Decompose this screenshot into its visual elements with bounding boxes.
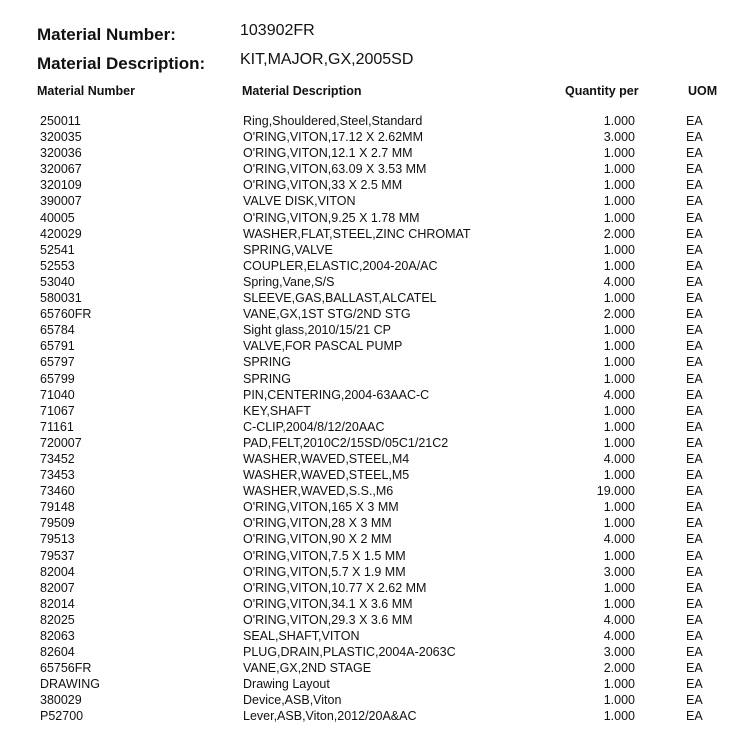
uom-cell: EA bbox=[686, 403, 703, 418]
uom-cell: EA bbox=[686, 291, 703, 306]
table-row bbox=[0, 435, 740, 451]
material-number-cell: 53040 bbox=[40, 274, 75, 289]
column-header-material-description: Material Description bbox=[242, 84, 362, 98]
uom-cell: EA bbox=[686, 629, 703, 643]
table-row bbox=[0, 676, 740, 692]
uom-cell: EA bbox=[686, 661, 703, 676]
uom-cell: EA bbox=[686, 258, 703, 273]
quantity-cell: 3.000 bbox=[603, 564, 635, 579]
material-number-cell: 82025 bbox=[40, 612, 75, 627]
material-number-cell: 79537 bbox=[40, 548, 75, 563]
material-description-cell: SPRING bbox=[243, 371, 291, 386]
material-table-body bbox=[0, 113, 740, 725]
material-number-cell: 73453 bbox=[40, 468, 75, 483]
uom-cell: EA bbox=[686, 210, 703, 225]
material-number-cell: 52541 bbox=[40, 242, 75, 257]
table-row bbox=[0, 580, 740, 596]
material-number-cell: 73452 bbox=[40, 451, 75, 466]
material-description-cell: VANE,GX,1ST STG/2ND STG bbox=[243, 307, 411, 322]
material-number-cell: 82604 bbox=[40, 645, 75, 660]
uom-cell: EA bbox=[686, 693, 703, 708]
quantity-cell: 1.000 bbox=[603, 403, 635, 418]
quantity-cell: 4.000 bbox=[603, 532, 635, 547]
table-row bbox=[0, 499, 740, 515]
uom-cell: EA bbox=[686, 242, 703, 257]
quantity-cell: 1.000 bbox=[603, 596, 635, 611]
quantity-cell: 1.000 bbox=[603, 146, 635, 161]
material-number-cell: 65791 bbox=[40, 339, 75, 354]
table-row bbox=[0, 113, 740, 129]
material-number-cell: 420029 bbox=[40, 226, 82, 241]
material-description-cell: KEY,SHAFT bbox=[243, 403, 311, 418]
quantity-cell: 1.000 bbox=[603, 178, 635, 193]
quantity-cell: 1.000 bbox=[603, 709, 635, 724]
table-row bbox=[0, 177, 740, 193]
material-description-cell: O'RING,VITON,63.09 X 3.53 MM bbox=[243, 162, 427, 177]
table-row bbox=[0, 210, 740, 226]
quantity-cell: 1.000 bbox=[603, 258, 635, 273]
material-description-cell: WASHER,WAVED,STEEL,M5 bbox=[243, 468, 410, 483]
material-number-cell: 320035 bbox=[40, 130, 82, 145]
column-header-material-number: Material Number bbox=[37, 84, 135, 98]
table-row bbox=[0, 242, 740, 258]
material-description-cell: O'RING,VITON,28 X 3 MM bbox=[243, 516, 392, 531]
table-row bbox=[0, 145, 740, 161]
uom-cell: EA bbox=[686, 194, 703, 209]
material-number-cell: 65797 bbox=[40, 355, 75, 370]
material-number-cell: 71067 bbox=[40, 403, 75, 418]
table-row bbox=[0, 161, 740, 177]
material-number-cell: 73460 bbox=[40, 484, 75, 499]
uom-cell: EA bbox=[686, 532, 703, 547]
material-description-cell: Drawing Layout bbox=[243, 677, 330, 692]
material-number-cell: 65784 bbox=[40, 323, 75, 338]
quantity-cell: 2.000 bbox=[603, 661, 635, 676]
material-number-cell: P52700 bbox=[40, 709, 84, 724]
material-description-cell: O'RING,VITON,10.77 X 2.62 MM bbox=[243, 580, 427, 595]
uom-cell: EA bbox=[686, 612, 703, 627]
material-description-cell: O'RING,VITON,29.3 X 3.6 MM bbox=[243, 612, 413, 627]
uom-cell: EA bbox=[686, 114, 703, 128]
material-number-cell: 380029 bbox=[40, 693, 82, 708]
material-description-cell: O'RING,VITON,90 X 2 MM bbox=[243, 532, 392, 547]
material-number-cell: 71161 bbox=[40, 419, 74, 434]
quantity-cell: 1.000 bbox=[603, 114, 635, 128]
table-row bbox=[0, 483, 740, 499]
material-number-cell: 82007 bbox=[40, 580, 75, 595]
table-row bbox=[0, 258, 740, 274]
material-description-cell: SPRING bbox=[243, 355, 291, 370]
material-description-cell: O'RING,VITON,9.25 X 1.78 MM bbox=[243, 210, 420, 225]
uom-cell: EA bbox=[686, 564, 703, 579]
material-description-value: KIT,MAJOR,GX,2005SD bbox=[240, 51, 414, 68]
material-description-cell: O'RING,VITON,5.7 X 1.9 MM bbox=[243, 564, 406, 579]
material-number-cell: 250011 bbox=[40, 114, 81, 128]
quantity-cell: 1.000 bbox=[603, 371, 635, 386]
quantity-cell: 1.000 bbox=[603, 291, 635, 306]
material-number-label: Material Number: bbox=[37, 25, 176, 44]
table-row bbox=[0, 322, 740, 338]
quantity-cell: 4.000 bbox=[603, 274, 635, 289]
uom-cell: EA bbox=[686, 146, 703, 161]
uom-cell: EA bbox=[686, 451, 703, 466]
uom-cell: EA bbox=[686, 355, 703, 370]
table-row bbox=[0, 628, 740, 644]
material-description-cell: O'RING,VITON,34.1 X 3.6 MM bbox=[243, 596, 413, 611]
material-description-cell: Sight glass,2010/15/21 CP bbox=[243, 323, 392, 338]
quantity-cell: 1.000 bbox=[603, 677, 635, 692]
material-description-cell: O'RING,VITON,165 X 3 MM bbox=[243, 500, 399, 515]
quantity-cell: 3.000 bbox=[603, 130, 635, 145]
material-description-cell: COUPLER,ELASTIC,2004-20A/AC bbox=[243, 258, 438, 273]
uom-cell: EA bbox=[686, 178, 703, 193]
material-description-cell: SLEEVE,GAS,BALLAST,ALCATEL bbox=[243, 291, 437, 306]
material-description-cell: C-CLIP,2004/8/12/20AAC bbox=[243, 419, 385, 434]
material-description-cell: WASHER,WAVED,S.S.,M6 bbox=[243, 484, 394, 499]
table-row bbox=[0, 660, 740, 676]
quantity-cell: 1.000 bbox=[603, 548, 635, 563]
uom-cell: EA bbox=[686, 130, 703, 145]
table-row bbox=[0, 193, 740, 209]
quantity-cell: 3.000 bbox=[603, 645, 635, 660]
material-number-cell: 390007 bbox=[40, 194, 82, 209]
uom-cell: EA bbox=[686, 339, 703, 354]
quantity-cell: 1.000 bbox=[603, 435, 635, 450]
table-row bbox=[0, 644, 740, 660]
quantity-cell: 19.000 bbox=[596, 484, 635, 499]
material-description-cell: WASHER,FLAT,STEEL,ZINC CHROMAT bbox=[243, 226, 471, 241]
material-description-cell: Spring,Vane,S/S bbox=[243, 274, 335, 289]
material-number-cell: 580031 bbox=[40, 291, 82, 306]
material-number-cell: 82063 bbox=[40, 629, 75, 643]
table-row bbox=[0, 612, 740, 628]
table-row bbox=[0, 467, 740, 483]
table-row bbox=[0, 548, 740, 564]
uom-cell: EA bbox=[686, 323, 703, 338]
material-number-cell: DRAWING bbox=[40, 677, 100, 692]
quantity-cell: 1.000 bbox=[603, 516, 635, 531]
table-row bbox=[0, 692, 740, 708]
uom-cell: EA bbox=[686, 419, 703, 434]
material-number-cell: 320067 bbox=[40, 162, 82, 177]
quantity-cell: 1.000 bbox=[603, 242, 635, 257]
quantity-cell: 1.000 bbox=[603, 500, 635, 515]
material-description-cell: SEAL,SHAFT,VITON bbox=[243, 629, 360, 643]
quantity-cell: 4.000 bbox=[603, 387, 635, 402]
uom-cell: EA bbox=[686, 162, 703, 177]
material-number-cell: 40005 bbox=[40, 210, 75, 225]
material-number-cell: 82014 bbox=[40, 596, 75, 611]
material-description-cell: Lever,ASB,Viton,2012/20A&AC bbox=[243, 709, 417, 724]
material-number-cell: 82004 bbox=[40, 564, 75, 579]
uom-cell: EA bbox=[686, 468, 703, 483]
quantity-cell: 1.000 bbox=[603, 162, 635, 177]
uom-cell: EA bbox=[686, 645, 703, 660]
table-row bbox=[0, 290, 740, 306]
quantity-cell: 1.000 bbox=[603, 194, 635, 209]
material-number-cell: 79513 bbox=[40, 532, 75, 547]
material-number-cell: 65799 bbox=[40, 371, 75, 386]
quantity-cell: 1.000 bbox=[603, 210, 635, 225]
uom-cell: EA bbox=[686, 435, 703, 450]
table-row bbox=[0, 531, 740, 547]
material-number-cell: 320109 bbox=[40, 178, 82, 193]
table-row bbox=[0, 306, 740, 322]
material-number-cell: 71040 bbox=[40, 387, 75, 402]
table-row bbox=[0, 708, 740, 724]
quantity-cell: 4.000 bbox=[603, 629, 635, 643]
uom-cell: EA bbox=[686, 548, 703, 563]
quantity-cell: 4.000 bbox=[603, 451, 635, 466]
material-number-cell: 65756FR bbox=[40, 661, 92, 676]
uom-cell: EA bbox=[686, 484, 703, 499]
material-description-cell: O'RING,VITON,33 X 2.5 MM bbox=[243, 178, 403, 193]
material-description-cell: WASHER,WAVED,STEEL,M4 bbox=[243, 451, 410, 466]
uom-cell: EA bbox=[686, 307, 703, 322]
material-description-cell: VALVE,FOR PASCAL PUMP bbox=[243, 339, 403, 354]
table-row bbox=[0, 596, 740, 612]
quantity-cell: 1.000 bbox=[603, 693, 635, 708]
quantity-cell: 2.000 bbox=[603, 307, 635, 322]
table-row bbox=[0, 419, 740, 435]
material-number-value: 103902FR bbox=[240, 22, 315, 39]
table-row bbox=[0, 226, 740, 242]
material-description-cell: PIN,CENTERING,2004-63AAC-C bbox=[243, 387, 430, 402]
material-description-cell: PLUG,DRAIN,PLASTIC,2004A-2063C bbox=[243, 645, 456, 660]
material-description-cell: VALVE DISK,VITON bbox=[243, 194, 356, 209]
material-number-cell: 720007 bbox=[40, 435, 82, 450]
uom-cell: EA bbox=[686, 516, 703, 531]
column-header-uom: UOM bbox=[688, 84, 718, 98]
table-row bbox=[0, 387, 740, 403]
table-row bbox=[0, 515, 740, 531]
column-header-quantity-per: Quantity per bbox=[565, 84, 639, 98]
material-number-cell: 79148 bbox=[40, 500, 75, 515]
quantity-cell: 1.000 bbox=[603, 339, 635, 354]
quantity-cell: 1.000 bbox=[603, 355, 635, 370]
uom-cell: EA bbox=[686, 387, 703, 402]
material-description-label: Material Description: bbox=[37, 54, 206, 73]
quantity-cell: 2.000 bbox=[603, 226, 635, 241]
quantity-cell: 1.000 bbox=[603, 323, 635, 338]
material-description-cell: PAD,FELT,2010C2/15SD/05C1/21C2 bbox=[243, 435, 449, 450]
material-description-cell: O'RING,VITON,12.1 X 2.7 MM bbox=[243, 146, 413, 161]
table-row bbox=[0, 451, 740, 467]
material-description-cell: SPRING,VALVE bbox=[243, 242, 333, 257]
uom-cell: EA bbox=[686, 709, 703, 724]
table-row bbox=[0, 274, 740, 290]
material-number-cell: 79509 bbox=[40, 516, 75, 531]
quantity-cell: 4.000 bbox=[603, 612, 635, 627]
material-description-cell: O'RING,VITON,17.12 X 2.62MM bbox=[243, 130, 423, 145]
quantity-cell: 1.000 bbox=[603, 468, 635, 483]
table-row bbox=[0, 129, 740, 145]
material-number-cell: 320036 bbox=[40, 146, 82, 161]
material-number-cell: 52553 bbox=[40, 258, 75, 273]
uom-cell: EA bbox=[686, 580, 703, 595]
table-row bbox=[0, 354, 740, 370]
table-row bbox=[0, 338, 740, 354]
quantity-cell: 1.000 bbox=[603, 580, 635, 595]
uom-cell: EA bbox=[686, 274, 703, 289]
uom-cell: EA bbox=[686, 677, 703, 692]
uom-cell: EA bbox=[686, 226, 703, 241]
material-description-cell: O'RING,VITON,7.5 X 1.5 MM bbox=[243, 548, 406, 563]
table-row bbox=[0, 403, 740, 419]
table-row bbox=[0, 564, 740, 580]
uom-cell: EA bbox=[686, 596, 703, 611]
uom-cell: EA bbox=[686, 500, 703, 515]
material-description-cell: Device,ASB,Viton bbox=[243, 693, 342, 708]
material-number-cell: 65760FR bbox=[40, 307, 92, 322]
material-description-cell: VANE,GX,2ND STAGE bbox=[243, 661, 372, 676]
table-row bbox=[0, 371, 740, 387]
uom-cell: EA bbox=[686, 371, 703, 386]
material-description-cell: Ring,Shouldered,Steel,Standard bbox=[243, 114, 423, 128]
quantity-cell: 1.000 bbox=[603, 419, 635, 434]
